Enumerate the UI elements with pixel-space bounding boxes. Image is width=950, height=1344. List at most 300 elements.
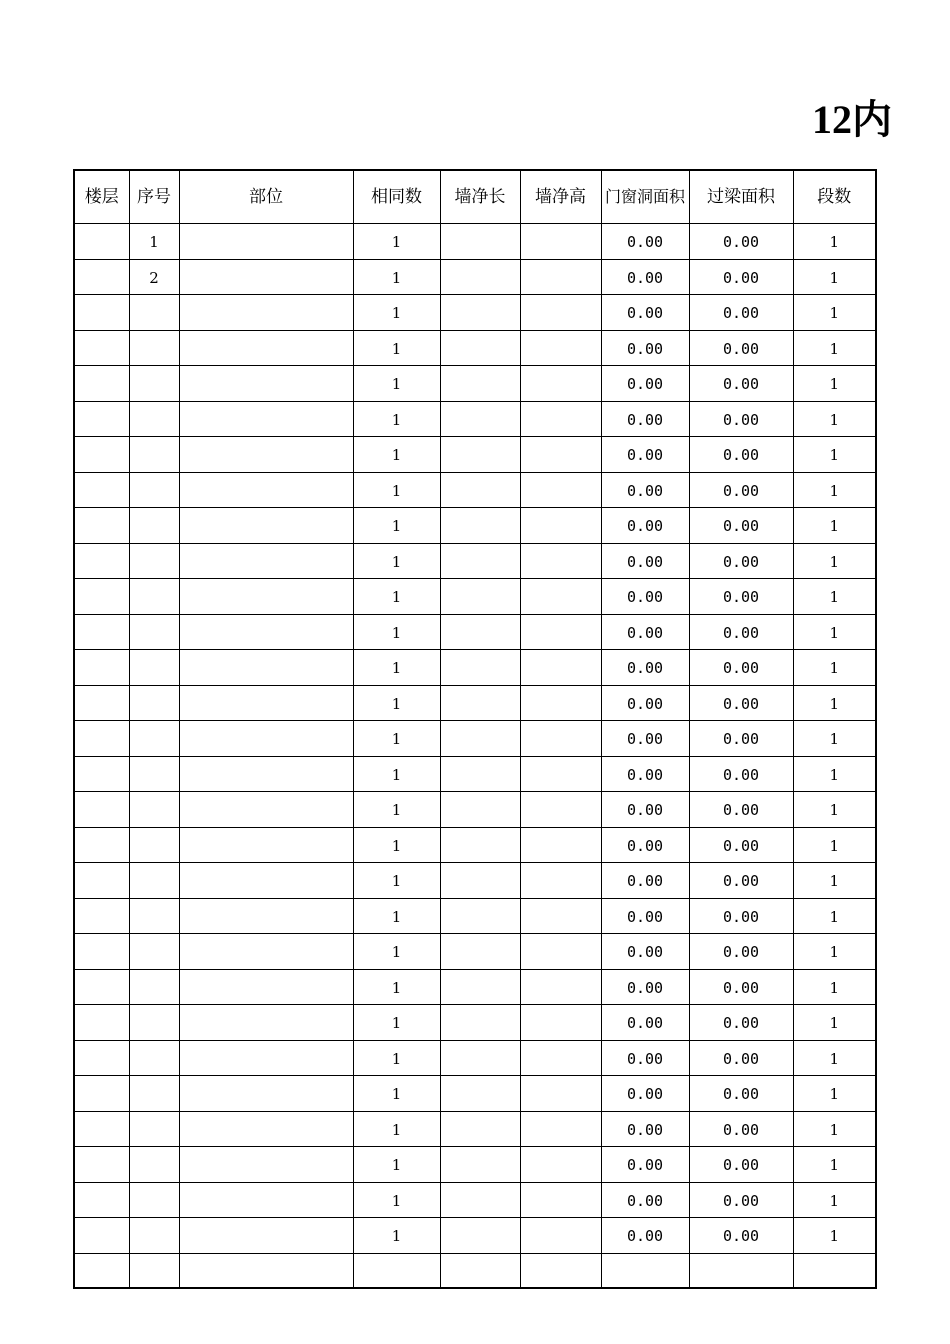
cell-part bbox=[179, 437, 353, 473]
cell-segments: 1 bbox=[793, 1040, 876, 1076]
cell-seq bbox=[129, 650, 179, 686]
cell-seq bbox=[129, 437, 179, 473]
cell-same-count: 1 bbox=[353, 437, 440, 473]
cell-same-count: 1 bbox=[353, 1147, 440, 1183]
cell-opening-area: 0.00 bbox=[601, 721, 689, 757]
cell-lintel-area: 0.00 bbox=[689, 437, 793, 473]
cell-seq bbox=[129, 1111, 179, 1147]
cell-lintel-area: 0.00 bbox=[689, 685, 793, 721]
cell-wall-height bbox=[520, 224, 601, 260]
header-same-count: 相同数 bbox=[353, 170, 440, 224]
table-row bbox=[74, 863, 876, 899]
cell-lintel-area: 0.00 bbox=[689, 1005, 793, 1041]
cell-seq bbox=[129, 863, 179, 899]
cell-opening-area: 0.00 bbox=[601, 898, 689, 934]
header-part: 部位 bbox=[179, 170, 353, 224]
cell-seq bbox=[129, 898, 179, 934]
cell-seq bbox=[129, 721, 179, 757]
cell-wall-length bbox=[440, 1147, 520, 1183]
cell-wall-length bbox=[440, 1005, 520, 1041]
cell-opening-area: 0.00 bbox=[601, 330, 689, 366]
cell-wall-height bbox=[520, 792, 601, 828]
cell-segments: 1 bbox=[793, 543, 876, 579]
table-row bbox=[74, 792, 876, 828]
cell-lintel-area: 0.00 bbox=[689, 827, 793, 863]
cell-opening-area: 0.00 bbox=[601, 508, 689, 544]
cell-lintel-area: 0.00 bbox=[689, 614, 793, 650]
cell-opening-area: 0.00 bbox=[601, 401, 689, 437]
cell-part bbox=[179, 224, 353, 260]
cell-wall-length bbox=[440, 1182, 520, 1218]
cell-lintel-area: 0.00 bbox=[689, 792, 793, 828]
cell-seq bbox=[129, 792, 179, 828]
cell-seq: 2 bbox=[129, 259, 179, 295]
cell-opening-area: 0.00 bbox=[601, 792, 689, 828]
table-row bbox=[74, 898, 876, 934]
cell-part bbox=[179, 934, 353, 970]
cell-wall-length bbox=[440, 508, 520, 544]
cell-part bbox=[179, 792, 353, 828]
cell-same-count: 1 bbox=[353, 366, 440, 402]
table-row bbox=[74, 295, 876, 331]
cell-segments bbox=[793, 1253, 876, 1288]
cell-same-count: 1 bbox=[353, 721, 440, 757]
cell-segments: 1 bbox=[793, 1076, 876, 1112]
cell-lintel-area: 0.00 bbox=[689, 1111, 793, 1147]
cell-lintel-area: 0.00 bbox=[689, 1076, 793, 1112]
cell-floor bbox=[74, 898, 129, 934]
table-row bbox=[74, 366, 876, 402]
cell-segments: 1 bbox=[793, 685, 876, 721]
cell-lintel-area: 0.00 bbox=[689, 969, 793, 1005]
cell-segments: 1 bbox=[793, 898, 876, 934]
cell-floor bbox=[74, 1253, 129, 1288]
cell-wall-height bbox=[520, 259, 601, 295]
cell-wall-length bbox=[440, 579, 520, 615]
cell-lintel-area: 0.00 bbox=[689, 543, 793, 579]
cell-floor bbox=[74, 1218, 129, 1254]
cell-wall-height bbox=[520, 543, 601, 579]
cell-lintel-area: 0.00 bbox=[689, 1040, 793, 1076]
cell-lintel-area: 0.00 bbox=[689, 508, 793, 544]
cell-segments: 1 bbox=[793, 934, 876, 970]
cell-wall-height bbox=[520, 756, 601, 792]
cell-part bbox=[179, 1111, 353, 1147]
cell-lintel-area: 0.00 bbox=[689, 330, 793, 366]
cell-wall-length bbox=[440, 969, 520, 1005]
cell-segments: 1 bbox=[793, 614, 876, 650]
cell-seq bbox=[129, 1253, 179, 1288]
header-row bbox=[74, 170, 876, 224]
cell-floor bbox=[74, 543, 129, 579]
cell-part bbox=[179, 1005, 353, 1041]
cell-opening-area: 0.00 bbox=[601, 863, 689, 899]
cell-opening-area: 0.00 bbox=[601, 756, 689, 792]
cell-segments: 1 bbox=[793, 259, 876, 295]
cell-floor bbox=[74, 934, 129, 970]
cell-part bbox=[179, 543, 353, 579]
cell-segments: 1 bbox=[793, 295, 876, 331]
table-row bbox=[74, 721, 876, 757]
cell-seq bbox=[129, 1040, 179, 1076]
table-row bbox=[74, 472, 876, 508]
cell-seq bbox=[129, 401, 179, 437]
cell-part bbox=[179, 614, 353, 650]
cell-opening-area: 0.00 bbox=[601, 650, 689, 686]
table-row bbox=[74, 259, 876, 295]
cell-lintel-area: 0.00 bbox=[689, 1147, 793, 1183]
table-row bbox=[74, 1218, 876, 1254]
cell-seq bbox=[129, 1147, 179, 1183]
cell-wall-length bbox=[440, 685, 520, 721]
cell-wall-height bbox=[520, 579, 601, 615]
cell-same-count: 1 bbox=[353, 614, 440, 650]
cell-floor bbox=[74, 614, 129, 650]
cell-wall-height bbox=[520, 437, 601, 473]
cell-wall-length bbox=[440, 614, 520, 650]
cell-same-count: 1 bbox=[353, 1111, 440, 1147]
cell-same-count: 1 bbox=[353, 863, 440, 899]
cell-lintel-area: 0.00 bbox=[689, 295, 793, 331]
table-row bbox=[74, 934, 876, 970]
cell-segments: 1 bbox=[793, 401, 876, 437]
cell-part bbox=[179, 1147, 353, 1183]
header-lintel-area: 过梁面积 bbox=[689, 170, 793, 224]
cell-segments: 1 bbox=[793, 1005, 876, 1041]
cell-floor bbox=[74, 224, 129, 260]
cell-wall-length bbox=[440, 259, 520, 295]
cell-wall-length bbox=[440, 863, 520, 899]
table-row bbox=[74, 756, 876, 792]
cell-floor bbox=[74, 1147, 129, 1183]
table-row bbox=[74, 1076, 876, 1112]
cell-floor bbox=[74, 721, 129, 757]
cell-segments: 1 bbox=[793, 437, 876, 473]
cell-wall-length bbox=[440, 1111, 520, 1147]
table-row bbox=[74, 543, 876, 579]
cell-opening-area: 0.00 bbox=[601, 1182, 689, 1218]
table-row bbox=[74, 614, 876, 650]
cell-seq bbox=[129, 1005, 179, 1041]
cell-opening-area: 0.00 bbox=[601, 1040, 689, 1076]
table-row bbox=[74, 650, 876, 686]
cell-lintel-area: 0.00 bbox=[689, 898, 793, 934]
cell-opening-area: 0.00 bbox=[601, 543, 689, 579]
cell-part bbox=[179, 721, 353, 757]
cell-lintel-area: 0.00 bbox=[689, 756, 793, 792]
cell-same-count: 1 bbox=[353, 685, 440, 721]
cell-part bbox=[179, 1182, 353, 1218]
cell-wall-height bbox=[520, 1076, 601, 1112]
cell-seq bbox=[129, 295, 179, 331]
cell-part bbox=[179, 295, 353, 331]
cell-part bbox=[179, 685, 353, 721]
cell-wall-length bbox=[440, 330, 520, 366]
cell-opening-area: 0.00 bbox=[601, 685, 689, 721]
cell-lintel-area: 0.00 bbox=[689, 401, 793, 437]
cell-floor bbox=[74, 259, 129, 295]
cell-floor bbox=[74, 330, 129, 366]
cell-same-count: 1 bbox=[353, 792, 440, 828]
header-opening-area: 门窗洞面积 bbox=[601, 170, 689, 224]
cell-part bbox=[179, 1218, 353, 1254]
cell-seq bbox=[129, 366, 179, 402]
wall-quantity-table bbox=[73, 169, 877, 1289]
cell-floor bbox=[74, 472, 129, 508]
cell-floor bbox=[74, 1076, 129, 1112]
cell-floor bbox=[74, 792, 129, 828]
cell-segments: 1 bbox=[793, 472, 876, 508]
table-row bbox=[74, 579, 876, 615]
cell-same-count bbox=[353, 1253, 440, 1288]
page-title: 12内 bbox=[812, 97, 892, 142]
cell-wall-height bbox=[520, 401, 601, 437]
cell-segments: 1 bbox=[793, 969, 876, 1005]
table-row bbox=[74, 827, 876, 863]
cell-lintel-area: 0.00 bbox=[689, 259, 793, 295]
cell-wall-height bbox=[520, 898, 601, 934]
cell-same-count: 1 bbox=[353, 543, 440, 579]
cell-opening-area: 0.00 bbox=[601, 259, 689, 295]
cell-segments: 1 bbox=[793, 792, 876, 828]
cell-floor bbox=[74, 756, 129, 792]
cell-same-count: 1 bbox=[353, 827, 440, 863]
cell-wall-height bbox=[520, 1182, 601, 1218]
cell-same-count: 1 bbox=[353, 330, 440, 366]
cell-same-count: 1 bbox=[353, 1040, 440, 1076]
cell-wall-length bbox=[440, 934, 520, 970]
cell-floor bbox=[74, 827, 129, 863]
cell-part bbox=[179, 863, 353, 899]
cell-lintel-area: 0.00 bbox=[689, 472, 793, 508]
cell-same-count: 1 bbox=[353, 508, 440, 544]
cell-wall-height bbox=[520, 1147, 601, 1183]
cell-same-count: 1 bbox=[353, 756, 440, 792]
cell-wall-height bbox=[520, 472, 601, 508]
cell-segments: 1 bbox=[793, 366, 876, 402]
cell-seq bbox=[129, 1076, 179, 1112]
cell-wall-length bbox=[440, 366, 520, 402]
cell-part bbox=[179, 1040, 353, 1076]
cell-segments: 1 bbox=[793, 1218, 876, 1254]
header-segments: 段数 bbox=[793, 170, 876, 224]
cell-wall-height bbox=[520, 1218, 601, 1254]
cell-wall-height bbox=[520, 827, 601, 863]
table-row bbox=[74, 1147, 876, 1183]
table-body bbox=[74, 224, 876, 1288]
cell-floor bbox=[74, 1111, 129, 1147]
cell-wall-height bbox=[520, 969, 601, 1005]
cell-seq bbox=[129, 827, 179, 863]
cell-wall-length bbox=[440, 224, 520, 260]
cell-opening-area: 0.00 bbox=[601, 614, 689, 650]
cell-same-count: 1 bbox=[353, 401, 440, 437]
cell-part bbox=[179, 756, 353, 792]
cell-wall-height bbox=[520, 650, 601, 686]
cell-segments: 1 bbox=[793, 508, 876, 544]
cell-wall-height bbox=[520, 508, 601, 544]
cell-wall-height bbox=[520, 1040, 601, 1076]
table-row bbox=[74, 1005, 876, 1041]
cell-lintel-area: 0.00 bbox=[689, 650, 793, 686]
cell-part bbox=[179, 650, 353, 686]
cell-seq bbox=[129, 614, 179, 650]
cell-part bbox=[179, 898, 353, 934]
cell-part bbox=[179, 366, 353, 402]
table-row bbox=[74, 1253, 876, 1288]
table-row bbox=[74, 401, 876, 437]
cell-floor bbox=[74, 1182, 129, 1218]
cell-part bbox=[179, 579, 353, 615]
cell-segments: 1 bbox=[793, 224, 876, 260]
cell-opening-area: 0.00 bbox=[601, 969, 689, 1005]
cell-part bbox=[179, 472, 353, 508]
cell-lintel-area: 0.00 bbox=[689, 1182, 793, 1218]
cell-same-count: 1 bbox=[353, 1076, 440, 1112]
cell-lintel-area: 0.00 bbox=[689, 721, 793, 757]
cell-lintel-area: 0.00 bbox=[689, 934, 793, 970]
cell-part bbox=[179, 508, 353, 544]
cell-same-count: 1 bbox=[353, 224, 440, 260]
cell-wall-length bbox=[440, 650, 520, 686]
cell-seq bbox=[129, 543, 179, 579]
cell-wall-length bbox=[440, 1040, 520, 1076]
cell-lintel-area: 0.00 bbox=[689, 579, 793, 615]
cell-segments: 1 bbox=[793, 721, 876, 757]
cell-same-count: 1 bbox=[353, 472, 440, 508]
cell-wall-length bbox=[440, 472, 520, 508]
cell-segments: 1 bbox=[793, 863, 876, 899]
cell-wall-height bbox=[520, 934, 601, 970]
cell-wall-length bbox=[440, 721, 520, 757]
cell-opening-area: 0.00 bbox=[601, 1218, 689, 1254]
cell-wall-length bbox=[440, 1218, 520, 1254]
cell-opening-area: 0.00 bbox=[601, 295, 689, 331]
cell-floor bbox=[74, 295, 129, 331]
cell-wall-length bbox=[440, 898, 520, 934]
header-seq: 序号 bbox=[129, 170, 179, 224]
cell-wall-height bbox=[520, 863, 601, 899]
cell-segments: 1 bbox=[793, 579, 876, 615]
cell-segments: 1 bbox=[793, 1147, 876, 1183]
cell-wall-length bbox=[440, 543, 520, 579]
table-row bbox=[74, 1182, 876, 1218]
cell-floor bbox=[74, 437, 129, 473]
table-row bbox=[74, 969, 876, 1005]
cell-same-count: 1 bbox=[353, 969, 440, 1005]
cell-opening-area: 0.00 bbox=[601, 934, 689, 970]
cell-lintel-area bbox=[689, 1253, 793, 1288]
cell-opening-area: 0.00 bbox=[601, 1147, 689, 1183]
table-row bbox=[74, 508, 876, 544]
cell-opening-area: 0.00 bbox=[601, 1111, 689, 1147]
cell-wall-height bbox=[520, 721, 601, 757]
cell-seq bbox=[129, 472, 179, 508]
cell-seq bbox=[129, 685, 179, 721]
cell-wall-height bbox=[520, 685, 601, 721]
cell-opening-area: 0.00 bbox=[601, 437, 689, 473]
cell-wall-length bbox=[440, 437, 520, 473]
cell-same-count: 1 bbox=[353, 1218, 440, 1254]
cell-seq bbox=[129, 1182, 179, 1218]
cell-same-count: 1 bbox=[353, 1182, 440, 1218]
cell-floor bbox=[74, 863, 129, 899]
cell-seq bbox=[129, 1218, 179, 1254]
cell-floor bbox=[74, 401, 129, 437]
cell-lintel-area: 0.00 bbox=[689, 1218, 793, 1254]
cell-wall-height bbox=[520, 1253, 601, 1288]
table-row bbox=[74, 1111, 876, 1147]
table-row bbox=[74, 1040, 876, 1076]
cell-floor bbox=[74, 685, 129, 721]
cell-wall-length bbox=[440, 756, 520, 792]
cell-opening-area bbox=[601, 1253, 689, 1288]
cell-opening-area: 0.00 bbox=[601, 827, 689, 863]
cell-part bbox=[179, 1076, 353, 1112]
header-wall-height: 墙净高 bbox=[520, 170, 601, 224]
cell-opening-area: 0.00 bbox=[601, 472, 689, 508]
cell-segments: 1 bbox=[793, 650, 876, 686]
cell-wall-height bbox=[520, 614, 601, 650]
cell-part bbox=[179, 969, 353, 1005]
table-row bbox=[74, 224, 876, 260]
cell-seq bbox=[129, 330, 179, 366]
cell-lintel-area: 0.00 bbox=[689, 366, 793, 402]
cell-opening-area: 0.00 bbox=[601, 366, 689, 402]
table-row bbox=[74, 685, 876, 721]
cell-opening-area: 0.00 bbox=[601, 1076, 689, 1112]
cell-seq bbox=[129, 579, 179, 615]
table-row bbox=[74, 437, 876, 473]
cell-floor bbox=[74, 366, 129, 402]
header-wall-length: 墙净长 bbox=[440, 170, 520, 224]
cell-wall-height bbox=[520, 366, 601, 402]
cell-floor bbox=[74, 1005, 129, 1041]
cell-floor bbox=[74, 1040, 129, 1076]
cell-seq bbox=[129, 934, 179, 970]
cell-lintel-area: 0.00 bbox=[689, 863, 793, 899]
cell-opening-area: 0.00 bbox=[601, 579, 689, 615]
cell-wall-length bbox=[440, 827, 520, 863]
cell-part bbox=[179, 401, 353, 437]
cell-floor bbox=[74, 969, 129, 1005]
cell-segments: 1 bbox=[793, 827, 876, 863]
cell-floor bbox=[74, 650, 129, 686]
cell-wall-height bbox=[520, 1005, 601, 1041]
cell-part bbox=[179, 259, 353, 295]
cell-part bbox=[179, 1253, 353, 1288]
cell-wall-length bbox=[440, 295, 520, 331]
cell-seq: 1 bbox=[129, 224, 179, 260]
cell-same-count: 1 bbox=[353, 934, 440, 970]
cell-wall-length bbox=[440, 1253, 520, 1288]
cell-same-count: 1 bbox=[353, 898, 440, 934]
cell-seq bbox=[129, 508, 179, 544]
header-floor: 楼层 bbox=[74, 170, 129, 224]
cell-opening-area: 0.00 bbox=[601, 1005, 689, 1041]
cell-same-count: 1 bbox=[353, 1005, 440, 1041]
cell-wall-height bbox=[520, 295, 601, 331]
cell-segments: 1 bbox=[793, 756, 876, 792]
cell-seq bbox=[129, 756, 179, 792]
cell-wall-height bbox=[520, 1111, 601, 1147]
cell-floor bbox=[74, 508, 129, 544]
cell-same-count: 1 bbox=[353, 259, 440, 295]
cell-floor bbox=[74, 579, 129, 615]
cell-wall-length bbox=[440, 792, 520, 828]
cell-same-count: 1 bbox=[353, 650, 440, 686]
cell-lintel-area: 0.00 bbox=[689, 224, 793, 260]
